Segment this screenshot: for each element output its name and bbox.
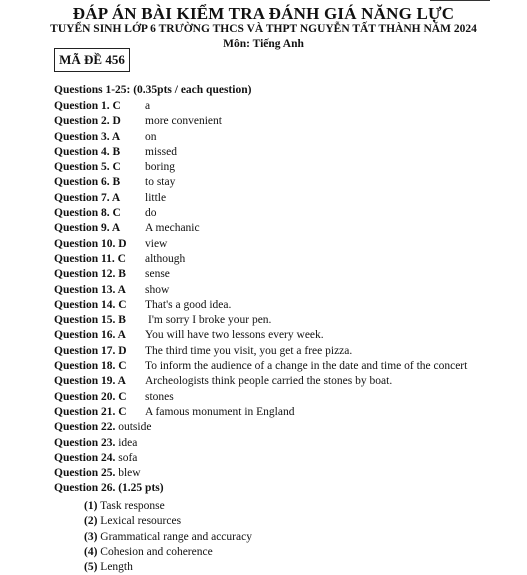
question-label: Question 6. B bbox=[54, 176, 121, 189]
question-label: Question 14. C bbox=[54, 298, 127, 311]
question-label: Question 9. A bbox=[54, 222, 121, 235]
answer-row bbox=[54, 344, 524, 359]
answer-text: The third time you visit, you get a free pizza. bbox=[145, 344, 353, 357]
criterion-number: (4) bbox=[84, 545, 98, 558]
question-label: Question 4. B bbox=[54, 145, 121, 158]
answer-text: missed bbox=[145, 145, 177, 158]
answer-row bbox=[54, 160, 524, 175]
question-label: Question 15. B bbox=[54, 314, 126, 327]
answer-row bbox=[54, 191, 524, 206]
question-label: Question 12. B bbox=[54, 268, 126, 281]
question-label: Question 10. D bbox=[54, 237, 127, 250]
question-label: Question 24. bbox=[54, 451, 116, 464]
answer-text: sofa bbox=[118, 451, 138, 464]
answer-text: to stay bbox=[145, 176, 176, 189]
answer-text: You will have two lessons every week. bbox=[145, 329, 324, 342]
answer-list bbox=[54, 99, 524, 497]
answer-text: more convenient bbox=[145, 115, 222, 128]
answer-row bbox=[54, 436, 524, 451]
answer-row bbox=[54, 313, 524, 328]
criterion-number: (2) bbox=[84, 515, 98, 528]
answer-row bbox=[54, 145, 524, 160]
top-rule bbox=[430, 0, 490, 1]
question-label: Question 18. C bbox=[54, 360, 127, 373]
answer-text: on bbox=[145, 130, 157, 143]
answer-text: little bbox=[145, 191, 167, 204]
answer-text: although bbox=[145, 252, 186, 265]
answer-text: blew bbox=[118, 467, 141, 480]
answer-row bbox=[54, 374, 524, 389]
criterion-text: Grammatical range and accuracy bbox=[100, 530, 252, 543]
question-label: Question 25. bbox=[54, 467, 116, 480]
answer-row bbox=[54, 175, 524, 190]
answer-row bbox=[54, 390, 524, 405]
question-label: Question 20. C bbox=[54, 390, 127, 403]
answer-text: idea bbox=[118, 436, 138, 449]
criterion-text: Length bbox=[100, 561, 133, 574]
question-label: Question 13. A bbox=[54, 283, 126, 296]
answer-text: That's a good idea. bbox=[145, 298, 232, 311]
subject-label: Môn: Tiếng Anh bbox=[223, 38, 304, 50]
answer-text: stones bbox=[145, 390, 174, 403]
answer-row bbox=[54, 114, 524, 129]
section-heading: Questions 1-25: (0.35pts / each question) bbox=[54, 84, 252, 96]
question-label: Question 11. C bbox=[54, 252, 126, 265]
answer-row bbox=[54, 206, 524, 221]
answer-text: I'm sorry I broke your pen. bbox=[148, 314, 272, 327]
answer-row bbox=[54, 466, 524, 481]
essay-heading-row bbox=[54, 481, 524, 496]
answer-text: do bbox=[145, 207, 157, 220]
answer-text: show bbox=[145, 283, 170, 296]
answer-row bbox=[54, 420, 524, 435]
answer-text: A mechanic bbox=[145, 222, 200, 235]
criterion-item bbox=[84, 545, 252, 560]
answer-text: sense bbox=[145, 268, 170, 281]
answer-row bbox=[54, 99, 524, 114]
answer-row bbox=[54, 283, 524, 298]
question-label: Question 17. D bbox=[54, 344, 127, 357]
answer-text: view bbox=[145, 237, 168, 250]
question-label: Question 8. C bbox=[54, 207, 121, 220]
answer-row bbox=[54, 405, 524, 420]
answer-text: To inform the audience of a change in the date and time of the concert bbox=[145, 360, 468, 373]
answer-text: A famous monument in England bbox=[145, 405, 295, 418]
criterion-item bbox=[84, 499, 252, 514]
answer-row bbox=[54, 328, 524, 343]
document-subtitle: TUYỂN SINH LỚP 6 TRƯỜNG THCS VÀ THPT NGUYỄN TẤT THÀNH NĂM 2024 bbox=[50, 23, 477, 35]
question-label: Question 5. C bbox=[54, 161, 121, 174]
criterion-text: Cohesion and coherence bbox=[100, 545, 213, 558]
criterion-text: Task response bbox=[100, 500, 165, 512]
answer-row bbox=[54, 359, 524, 374]
essay-heading: Question 26. (1.25 pts) bbox=[54, 482, 164, 495]
criterion-item bbox=[84, 560, 252, 575]
question-label: Question 1. C bbox=[54, 100, 121, 112]
answer-row bbox=[54, 130, 524, 145]
question-label: Question 7. A bbox=[54, 191, 121, 204]
question-label: Question 21. C bbox=[54, 405, 127, 418]
document-title: ĐÁP ÁN BÀI KIỂM TRA ĐÁNH GIÁ NĂNG LỰC bbox=[72, 4, 455, 23]
essay-criteria-list bbox=[84, 499, 252, 575]
exam-code: MÃ ĐỀ 456 bbox=[59, 52, 125, 67]
criterion-number: (1) bbox=[84, 500, 98, 512]
answer-row bbox=[54, 237, 524, 252]
answer-row bbox=[54, 221, 524, 236]
criterion-number: (3) bbox=[84, 530, 98, 543]
criterion-item bbox=[84, 514, 252, 529]
criterion-text: Lexical resources bbox=[100, 515, 182, 528]
answer-text: Archeologists think people carried the stones by boat. bbox=[145, 375, 393, 388]
question-label: Question 22. bbox=[54, 421, 116, 434]
question-label: Question 19. A bbox=[54, 375, 126, 388]
answer-text: outside bbox=[118, 421, 152, 434]
question-label: Question 16. A bbox=[54, 329, 126, 342]
question-label: Question 3. A bbox=[54, 130, 121, 143]
answer-row bbox=[54, 451, 524, 466]
criterion-number: (5) bbox=[84, 561, 98, 574]
criterion-item bbox=[84, 530, 252, 545]
answer-row bbox=[54, 298, 524, 313]
answer-text: a bbox=[145, 100, 151, 112]
answer-row bbox=[54, 252, 524, 267]
answer-text: boring bbox=[145, 161, 176, 174]
exam-code-box bbox=[54, 48, 130, 72]
question-label: Question 23. bbox=[54, 436, 116, 449]
question-label: Question 2. D bbox=[54, 115, 121, 128]
answer-row bbox=[54, 267, 524, 282]
